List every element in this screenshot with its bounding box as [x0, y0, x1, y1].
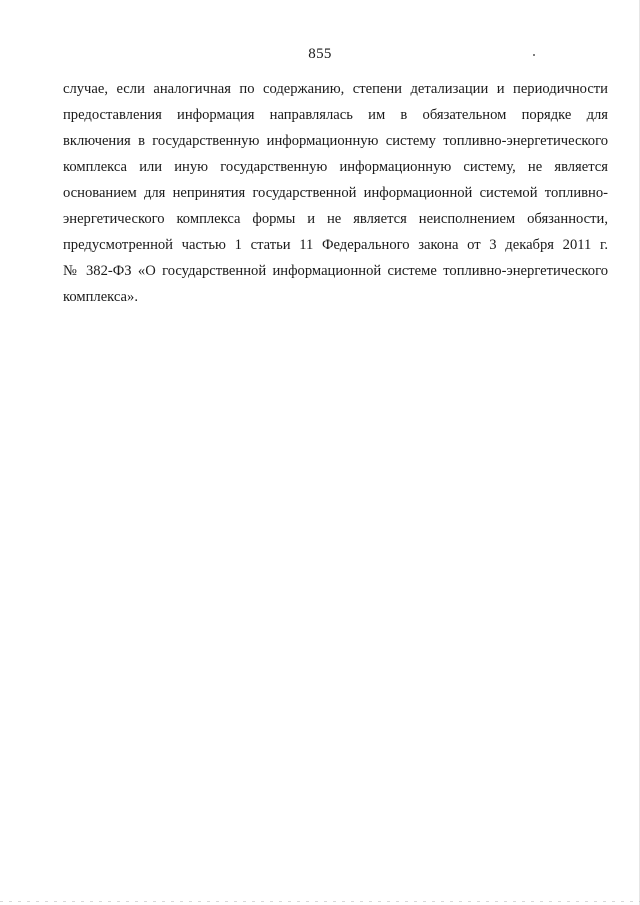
text-line-9: комплекса». [63, 289, 138, 305]
text-line-7: предусмотренной частью 1 статьи 11 Федерального закона от 3 декабря 2011 г. [63, 237, 608, 253]
text-line-2: предоставления информация направлялась им в обязательном порядке для [63, 107, 608, 123]
text-line-8: № 382-ФЗ «О государственной информационной системе топливно-энергетического [63, 263, 608, 279]
scan-edge-bottom [0, 901, 640, 902]
scan-speck [533, 54, 535, 56]
text-line-3: включения в государственную информационную систему топливно-энергетического [63, 133, 608, 149]
text-line-6: энергетического комплекса формы и не является неисполнением обязанности, [63, 211, 608, 227]
text-line-5: основанием для непринятия государственной информационной системой топливно- [63, 185, 608, 201]
text-line-4: комплекса или иную государственную информационную систему, не является [63, 159, 608, 175]
text-line-1: случае, если аналогичная по содержанию, степени детализации и периодичности [63, 81, 608, 97]
page-number: 855 [308, 46, 332, 62]
